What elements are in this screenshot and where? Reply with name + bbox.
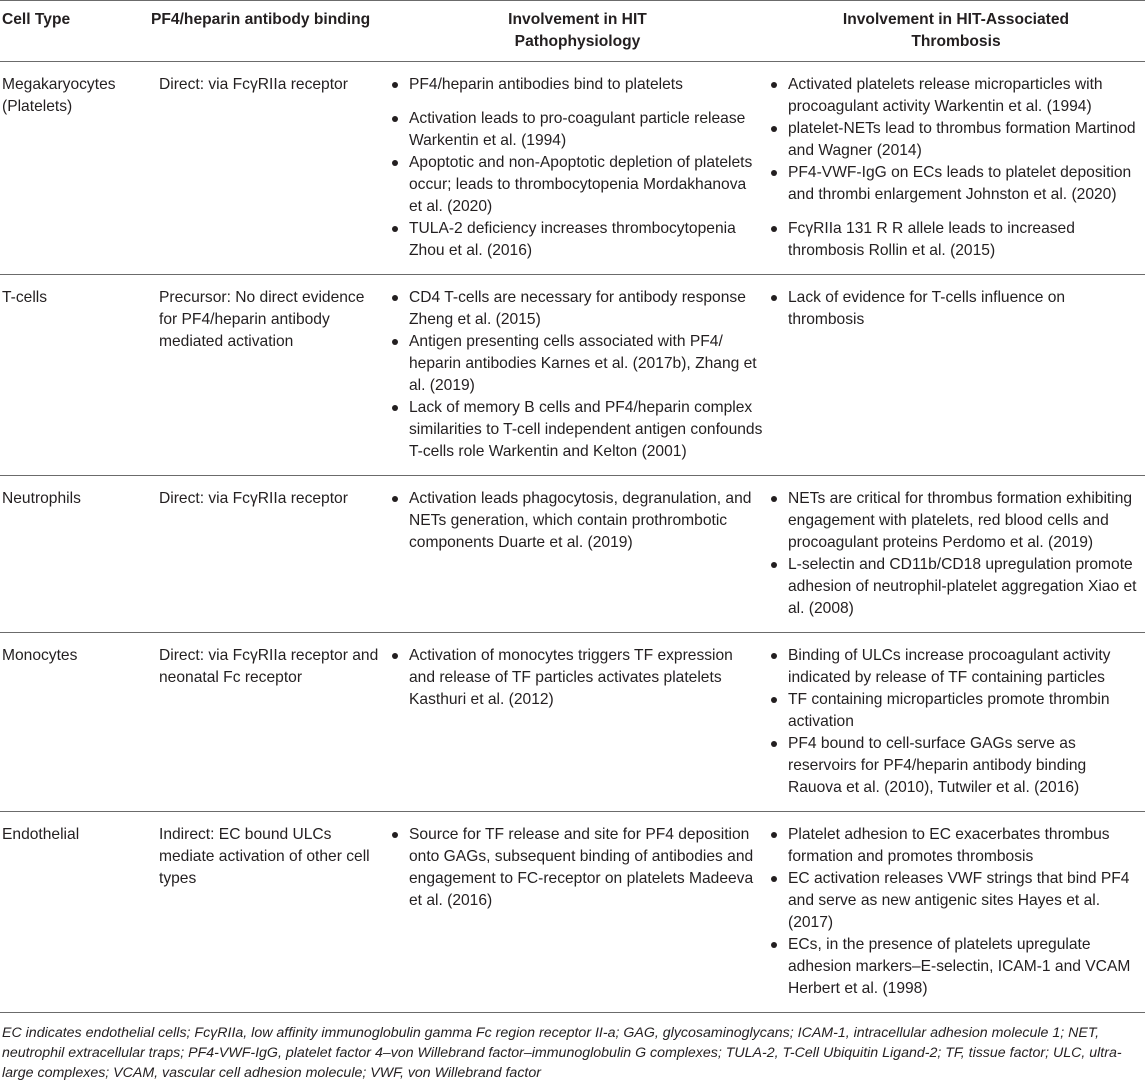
header-thrombosis-text: Involvement in HIT-Associated Thrombosis — [842, 11, 1070, 50]
pathophysiology-cell — [388, 633, 767, 812]
table-row — [0, 633, 1145, 812]
list-item: PF4/heparin antibodies bind to platelets — [388, 74, 763, 96]
table-body — [0, 62, 1145, 1013]
list-item: Activation leads to pro-coagulant particle release Warkentin et al. (1994) — [388, 108, 763, 152]
pathophysiology-list — [388, 74, 763, 262]
list-item: NETs are critical for thrombus formation exhibiting engagement with platelets, red blood cells and procoagulant proteins Perdomo et al. (2019) — [767, 488, 1141, 554]
header-binding: PF4/heparin antibody binding — [151, 11, 371, 28]
thrombosis-list — [767, 488, 1141, 620]
list-item: PF4 bound to cell-surface GAGs serve as reservoirs for PF4/heparin antibody binding Rauova et al. (2010), Tutwiler et al. (2016) — [767, 733, 1141, 799]
pathophysiology-list — [388, 645, 763, 711]
thrombosis-cell — [767, 633, 1145, 812]
list-item: Apoptotic and non-Apoptotic depletion of platelets occur; leads to thrombocytopenia Mordakhanova et al. (2020) — [388, 152, 763, 218]
list-item: Activated platelets release microparticles with procoagulant activity Warkentin et al. (1994) — [767, 74, 1141, 118]
header-thrombosis — [767, 1, 1145, 62]
table-row — [0, 62, 1145, 275]
binding-cell: Direct: via FcγRIIa receptor and neonatal Fc receptor — [159, 647, 379, 686]
header-cell-type: Cell Type — [2, 11, 71, 28]
pathophysiology-cell — [388, 62, 767, 275]
thrombosis-list — [767, 74, 1141, 262]
list-item: Lack of evidence for T-cells influence on thrombosis — [767, 287, 1141, 331]
pathophysiology-cell — [388, 476, 767, 633]
binding-cell: Direct: via FcγRIIa receptor — [159, 76, 348, 93]
pathophysiology-cell — [388, 275, 767, 476]
list-item: Source for TF release and site for PF4 deposition onto GAGs, subsequent binding of antibodies and engagement to FC-receptor on platelets Madeeva et al. (2016) — [388, 824, 763, 912]
list-item: TULA-2 deficiency increases thrombocytopenia Zhou et al. (2016) — [388, 218, 763, 262]
cell-type — [0, 62, 149, 275]
list-item: L-selectin and CD11b/CD18 upregulation promote adhesion of neutrophil-platelet aggregation Xiao et al. (2008) — [767, 554, 1141, 620]
list-item: Activation of monocytes triggers TF expression and release of TF particles activates platelets Kasthuri et al. (2012) — [388, 645, 763, 711]
cell-type-text: Megakaryocytes (Platelets) — [2, 76, 116, 115]
pathophysiology-list — [388, 488, 763, 554]
list-item: PF4-VWF-IgG on ECs leads to platelet deposition and thrombi enlargement Johnston et al. (2020) — [767, 162, 1141, 206]
header-pathophysiology — [388, 1, 767, 62]
table-row — [0, 476, 1145, 633]
list-item: TF containing microparticles promote thrombin activation — [767, 689, 1141, 733]
binding-cell: Precursor: No direct evidence for PF4/heparin antibody mediated activation — [159, 289, 365, 350]
list-item: Platelet adhesion to EC exacerbates thrombus formation and promotes thrombosis — [767, 824, 1141, 868]
thrombosis-cell — [767, 476, 1145, 633]
binding-cell: Indirect: EC bound ULCs mediate activation of other cell types — [159, 826, 370, 887]
pathophysiology-list — [388, 824, 763, 912]
list-item: EC activation releases VWF strings that bind PF4 and serve as new antigenic sites Hayes et al. (2017) — [767, 868, 1141, 934]
list-item: Binding of ULCs increase procoagulant activity indicated by release of TF containing particles — [767, 645, 1141, 689]
list-item: Antigen presenting cells associated with PF4/ heparin antibodies Karnes et al. (2017b), Zhang et al. (2019) — [388, 331, 763, 397]
header-pathophysiology-text: Involvement in HIT Pathophysiology — [508, 11, 647, 50]
list-item: ECs, in the presence of platelets upregulate adhesion markers–E-selectin, ICAM-1 and VCAM Herbert et al. (1998) — [767, 934, 1141, 1000]
list-item: platelet-NETs lead to thrombus formation Martinod and Wagner (2014) — [767, 118, 1141, 162]
table-header — [0, 1, 1145, 62]
thrombosis-cell — [767, 62, 1145, 275]
cell-type: Endothelial — [2, 826, 80, 843]
list-item: Lack of memory B cells and PF4/heparin complex similarities to T-cell independent antigen confounds T-cells role Warkentin and Kelton (2001) — [388, 397, 763, 463]
list-item: FcγRIIa 131 R R allele leads to increased thrombosis Rollin et al. (2015) — [767, 218, 1141, 262]
cell-type: Neutrophils — [2, 490, 81, 507]
cell-type: Monocytes — [2, 647, 78, 664]
binding-cell: Direct: via FcγRIIa receptor — [159, 490, 348, 507]
header-row — [0, 1, 1145, 62]
pathophysiology-cell — [388, 812, 767, 1013]
list-item: CD4 T-cells are necessary for antibody response Zheng et al. (2015) — [388, 287, 763, 331]
list-item: Activation leads phagocytosis, degranulation, and NETs generation, which contain prothrombotic components Duarte et al. (2019) — [388, 488, 763, 554]
cell-type: T-cells — [2, 289, 48, 306]
thrombosis-list — [767, 287, 1141, 331]
thrombosis-list — [767, 645, 1141, 799]
thrombosis-list — [767, 824, 1141, 1000]
table-footnote: EC indicates endothelial cells; FcγRIIa, low affinity immunoglobulin gamma Fc region receptor II-a; GAG, glycosaminoglycans; ICAM-1, intracellular adhesion molecule 1; NET, neutrophil extracellular traps; PF4-VWF-IgG, platelet factor 4–von Willebrand factor–immunoglobulin G complexes; TULA-2, T-Cell Ubiquitin Ligand-2; TF, tissue factor; ULC, ultra-large complexes; VCAM, vascular cell adhesion molecule; VWF, von Willebrand factor — [2, 1025, 1122, 1081]
table-row — [0, 275, 1145, 476]
thrombosis-cell — [767, 812, 1145, 1013]
pathophysiology-list — [388, 287, 763, 463]
thrombosis-cell — [767, 275, 1145, 476]
table-row — [0, 812, 1145, 1013]
